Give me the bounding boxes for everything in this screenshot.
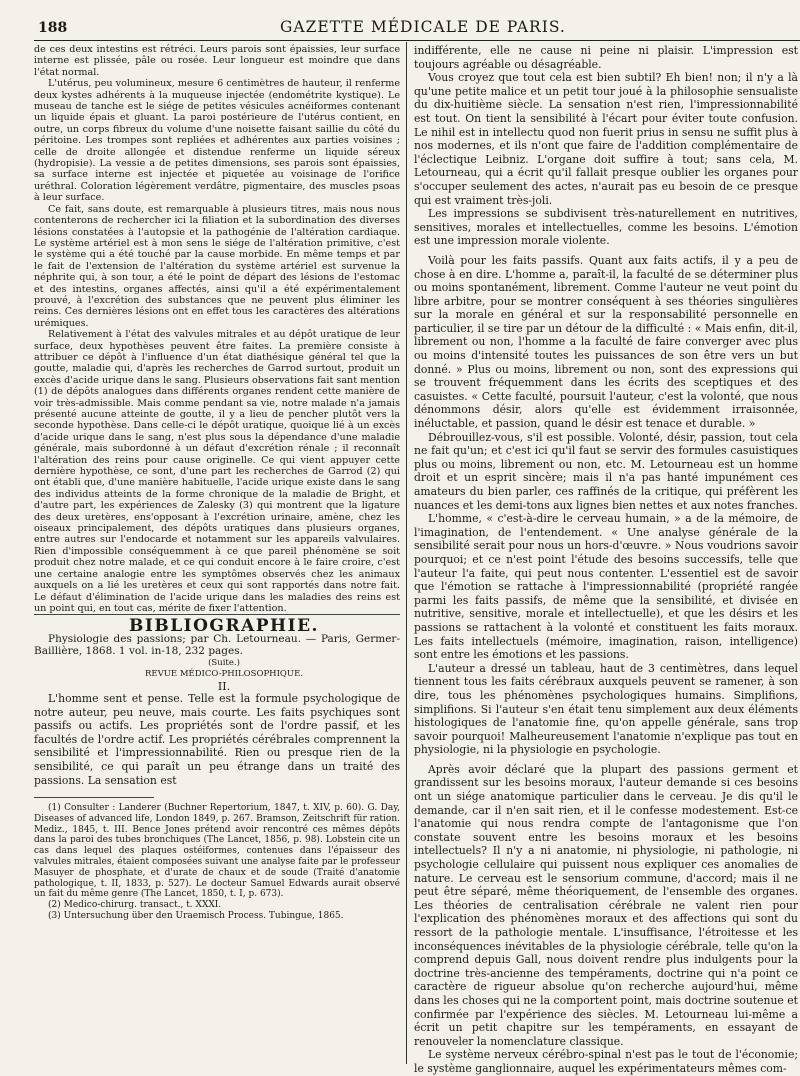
section-title: BIBLIOGRAPHIE. [34, 614, 400, 632]
paragraph: Après avoir déclaré que la plupart des passions germent et grandissent sur les besoins moraux, l'auteur demande si ces besoins ont un siége anatomique particulier dans le cerveau. Je dis qu'il le demande, car il n'en sait rien, et il le confesse modestement. Est-ce l'anatomie qui nous rendra compte de l'antagonisme que l'on constate souvent entre les besoins moraux et les besoins intellectuels? Il n'y a ni anatomie, ni physiologie, ni pathologie, ni psychologie cellulaire qui puissent nous expliquer ces anomalies de nature. Le cerveau est le sensorium commune, d'accord; mais il ne peut être séparé, même théoriquement, de l'ensemble des organes. Les théories de centralisation cérébrale ne valent rien pour l'explication des phénomènes moraux et des affections qui sont du ressort de la pathologie mentale. L'insuffisance, l'étroitesse et les inconséquences inévitables de la physiologie cérébrale, telle qu'on la comprend depuis Gall, nous doivent rendre plus indulgents pour la doctrine très-ancienne des tempéraments, doctrine qui n'a point ce caractère de rigueur absolue qu'on recherche aujourd'hui, même dans les choses qui ne la comportent point, mais doctrine soutenue et confirmée par l'expérience des siècles. M. Letourneau lui-même a écrit un petit chapitre sur les tempéraments, en essayant de renouveler la nomenclature classique. [414, 762, 798, 1048]
review-paragraph: L'homme sent et pense. Telle est la formule psychologique de notre auteur, peu neuve, mais courte. Les faits psychiques sont passifs ou actifs. Les propriétés sont de l'ordre passif, et les facultés de l'ordre actif. Les propriétés cérébrales comprennent la sensibilité et l'impressionnabilité. Rien ou presque rien de la sensibilité, ce qui paraît un peu étrange dans un traité des passions. La sensation est [34, 691, 400, 787]
footnote-rule [34, 797, 154, 798]
paragraph: Ce fait, sans doute, est remarquable à plusieurs titres, mais nous nous contenterons de rechercher ici la filiation et la subordination des diverses lésions constatées à l'autopsie et la pathogénie de l'altération cardiaque. Le système artériel est à mon sens le siége de l'altération primitive, c'est le système qui a été touché par la cause morbide. En même temps et par le fait de l'extension de l'altération du système artériel est survenue la néphrite qui, à son tour, a été le point de départ des lésions de l'estomac et des intestins, organes affectés, ainsi qu'il a été expérimentalement prouvé, à l'excrétion des substances que ne peuvent plus éliminer les reins. Ces dernières lésions ont en effet tous les caractères des altérations urémiques. [34, 203, 400, 329]
right-column [414, 44, 798, 1075]
header-rule [34, 40, 800, 41]
paragraph: L'auteur a dressé un tableau, haut de 3 centimètres, dans lequel tiennent tous les faits cérébraux auxquels peuvent se ramener, à son dire, tous les phénomènes psychologiques humains. Simplifions, simplifions. Si l'auteur s'en était tenu simplement aux deux éléments histologiques de l'anatomie fine, qu'on appelle générale, sans trop savoir pourquoi! Malheureusement l'anatomie n'explique pas tout en physiologie, ni la physiologie en psychologie. [414, 661, 798, 757]
paragraph: Vous croyez que tout cela est bien subtil? Eh bien! non; il n'y a là qu'une petite malice et un petit tour joué à la philosophie sensualiste du dix-huitième siècle. La sensation n'est rien, l'impressionnabilité est tout. On tient la sensibilité à l'écart pour éviter toute confusion. Le nihil est in intellectu quod non fuerit prius in sensu ne suffit plus à nos modernes, et ils n'ont que faire de l'addition complémentaire de l'éclectique Leibniz. L'organe doit suffire à tout; sans cela, M. Letourneau, qui a écrit qu'il fallait presque oublier les organes pour s'occuper seulement des actes, n'aurait pas eu besoin de ce presque qui est vraiment très-joli. [414, 71, 798, 207]
book-reference: Physiologie des passions; par Ch. Letourneau. — Paris, Germer-Baillière, 1868. 1 vol. in-18, 232 pages. [34, 632, 400, 658]
footnote: (1) Consulter : Landerer (Buchner Repertorium, 1847, t. XIV, p. 60). G. Day, Diseases of advanced life, London 1849, p. 267. Bramson, Zeitschrift für ration. Mediz., 1845, t. III. Bence Jones prétend avoir rencontré ces mêmes dépôts dans la paroi des tubes bronchiques (The Lancet, 1856, p. 98). Lobstein cite un cas dans lequel des plaques ostéiformes, contenues dans l'épaisseur des valvules mitrales, étaient composées suivant une analyse faite par le professeur Masuyer de phosphate, et d'urate de chaux et de soude (Traité d'anatomie pathologique, t. II, 1833, p. 527). Le docteur Samuel Edwards aurait observé un fait du même genre (The Lancet, 1850, t. I, p. 673). [34, 803, 400, 900]
footnote: (3) Untersuchung über den Uraemisch Process. Tubingue, 1865. [48, 911, 344, 922]
suite-label: (Suite.) [208, 657, 240, 668]
paragraph: Relativement à l'état des valvules mitrales et au dépôt uratique de leur surface, deux hypothèses peuvent être faites. La première consiste à attribuer ce dépôt à l'influence d'un état diathésique général tel que la goutte, maladie qui, d'après les recherches de Garrod surtout, produit un excès d'acide urique dans le sang. Plusieurs observations fait sant mention (1) de dépôts analogues dans différents organes rendent cette manière de voir très-admissible. Mais comme pendant sa vie, notre malade n'a jamais présenté aucune atteinte de goutte, il y a lieu de pencher plutôt vers la seconde hypothèse. Dans celle-ci le dépôt uratique, quoique lié à un excès d'acide urique dans le sang, n'est plus sous la dépendance d'une maladie générale, mais subordonné à un défaut d'excrétion rénale ; il reconnaît l'altération des reins pour cause originelle. Ce qui vient appuyer cette dernière hypothèse, ce sont, d'une part les recherches de Garrod (2) qui ont établi que, d'une manière habituelle, l'acide urique existe dans le sang des individus atteints de la forme chronique de la maladie de Bright, et d'autre part, les expériences de Zalesky (3) qui montrent que la ligature des deux uretères, ens'opposant à l'excrétion urinaire, amène, chez les oiseaux principalement, des dépôts uratiques dans plusieurs organes, entre autres sur l'endocarde et notamment sur les appareils valvulaires. Rien d'impossible conséquemment à ce que pareil phénomène se soit produit chez notre malade, et ce qui conduit encore à le faire croire, c'est une certaine analogie entre les symptômes observés chez les animaux auxquels on a lié les uretères et ceux qui sont rapportés dans notre fait. Le défaut d'élimination de l'acide urique dans les maladies des reins est un point qui, en tout cas, mérite de fixer l'attention. [34, 329, 400, 614]
section-numeral: II. [217, 679, 231, 693]
paragraph: Débrouillez-vous, s'il est possible. Volonté, désir, passion, tout cela ne fait qu'un; et c'est ici qu'il faut se servir des formules casuistiques plus ou moins, librement ou non, etc. M. Letourneau est un homme droit et un esprit sincère; mais il n'a pas hanté impunément ces amateurs du bien parler, ces raffinés de la critique, qui préfèrent les nuances et les demi-tons aux lignes bien nettes et aux notes franches. [414, 430, 798, 512]
page-header [0, 0, 800, 40]
paragraph: Voilà pour les faits passifs. Quant aux faits actifs, il y a peu de chose à en dire. L'homme a, paraît-il, la faculté de se déterminer plus ou moins spontanément, librement. Comme l'auteur ne veut point du libre arbitre, pour se montrer conséquent à ses théories singulières sur la morale en général et sur la responsabilité personnelle en particulier, il se tire par un détour de la difficulté : « Mais enfin, dit-il, librement ou non, l'homme a la faculté de faire converger avec plus ou moins d'intensité toutes les puissances de son être vers un but donné. » Plus ou moins, librement ou non, sont des expressions qui se trouvent fréquemment dans les écrits des sceptiques et des casuistes. « Cette faculté, poursuit l'auteur, c'est la volonté, que nous dénommons désir, alors qu'elle est évidemment irraisonnée, inéluctable, et passion, quand le désir est tenace et durable. » [414, 253, 798, 431]
paragraph: Les impressions se subdivisent très-naturellement en nutritives, sensitives, morales et intellectuelles, comme les besoins. L'émotion est une impression morale violente. [414, 207, 798, 248]
review-section-label: REVUE MÉDICO-PHILOSOPHIQUE. [145, 669, 303, 680]
paragraph: Le système nerveux cérébro-spinal n'est pas le tout de l'économie; le système ganglionnaire, auquel les expérimentateurs mêmes com- [414, 1048, 798, 1075]
paragraph: L'homme, « c'est-à-dire le cerveau humain, » a de la mémoire, de l'imagination, de l'entendement. « Une analyse générale de la sensibilité serait pour nous un hors-d'œuvre. » Nous voudrions savoir pourquoi; et ce n'est point l'étude des besoins successifs, telle que l'auteur l'a faite, qui peut nous contenter. L'essentiel est de savoir que l'émotion se rattache à l'impressionnabilité (propriété rangée parmi les faits passifs, de même que la sensibilité, et divisée en nutritive, sensitive, morale et intellectuelle), et que les désirs et les passions se rattachent à la volonté et constituent les faits moraux. Les faits intellectuels (mémoire, imagination, raison, intelligence) sont entre les émotions et les passions. [414, 512, 798, 662]
paragraph: de ces deux intestins est rétréci. Leurs parois sont épaissies, leur surface interne est plissée, pâle ou rosée. Leur longueur est moindre que dans l'état normal. [34, 44, 400, 78]
journal-title: GAZETTE MÉDICALE DE PARIS. [280, 18, 566, 36]
paragraph: L'utérus, peu volumineux, mesure 6 centimètres de hauteur, il renferme deux kystes adhérents à la muqueuse injectée (endométrite kystique). Le museau de tanche est le siége de petites vésicules acnéiformes contenant un liquide épais et gluant. La paroi postérieure de l'utérus contient, en outre, un corps fibreux du volume d'une noisette faisant saillie du côté du péritoine. Les trompes sont repliées et adhérentes aux parties voisines ; celle de droite allongée et distendue renferme un liquide séreux (hydropisie). La vessie a de petites dimensions, ses parois sont épaissies, sa surface interne est injectée et piquetée au voisinage de l'orifice uréthral. Coloration légèrement verdâtre, pigmentaire, des muscles psoas à leur surface. [34, 78, 400, 204]
paragraph: indifférente, elle ne cause ni peine ni plaisir. L'impression est toujours agréable ou désagréable. [414, 44, 798, 71]
page-number: 188 [38, 20, 68, 36]
left-column [34, 44, 400, 1062]
column-divider [406, 42, 407, 1064]
footnote: (2) Medico-chirurg. transact., t. XXXI. [48, 900, 222, 911]
